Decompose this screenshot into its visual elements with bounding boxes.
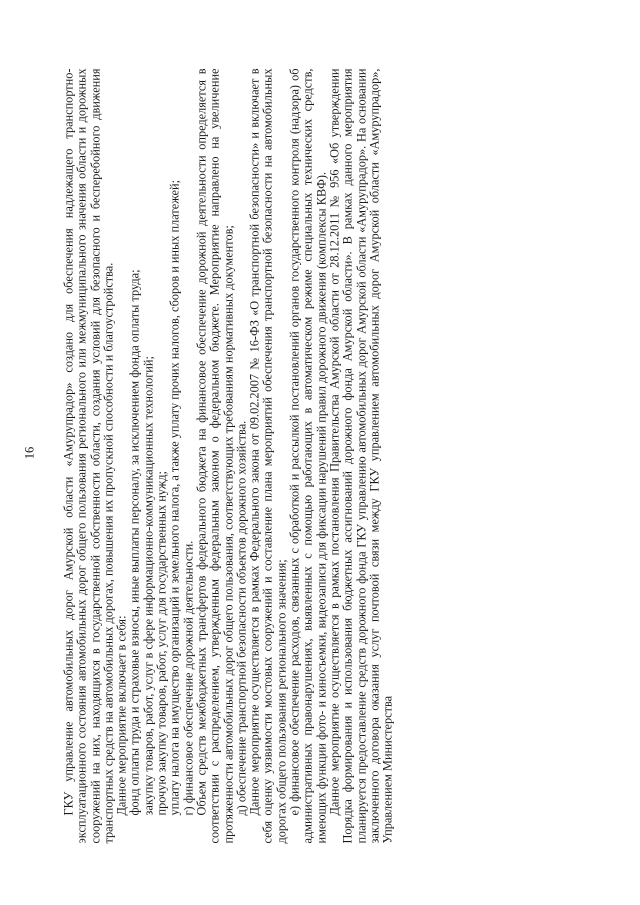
- paragraph-item-g: г) финансовое обеспечение дорожной деятельности.: [180, 540, 195, 815]
- paragraph-intro: ГКУ управление автомобильных дорог Амурской области «Амурупрадор» создано для обеспечения надлежащего транспортно-эксплуатационного состояния автомобильных дорог общего пользования регионального или межмуниципального значения области и дорожных сооружений на них, находящихся в государственной собственности области, создания условий для безопасного и бесперебойного движения транспортных средств на автомобильных дорогах, повышения их пропускной способности и благоустройства.: [61, 68, 115, 843]
- paragraph-item-d: д) обеспечение транспортной безопасности объектов дорожного хозяйства.: [233, 420, 248, 815]
- paragraph-transport-security: Данное мероприятие осуществляется в рамках Федерального закона от 09.02.2007 № 16-ФЗ «О транспортной безопасности» и включает в себя оценку уязвимости мостовых сооружений и составление плана мероприятий обеспечения транспортной безопасности на автомобильных дорогах общего пользования регионального значения;: [247, 68, 288, 843]
- paragraph-item-e: е) финансовое обеспечение расходов, связанных с обработкой и рассылкой постановлений органов государственного контроля (надзора) об административных правонарушениях, выявленных с помощью работающих в автоматическом режиме специальных технических средств, имеющих функции фото- и киносъемки, видеозаписи для фиксации нарушений правил дорожного движения (комплексы КВФ).: [287, 68, 328, 843]
- paragraph-includes: Данное мероприятие включает в себя:: [114, 615, 129, 815]
- list-item-other-purchases: прочую закупку товаров, работ, услуг для государственных нужд;: [154, 470, 169, 815]
- paragraph-federal-transfers: Объем средств межбюджетных трансфертов федерального бюджета на финансовое обеспечение дорожной деятельности определяется в соответствии с распределением, утвержденным федеральным законом о федеральном бюджете. Мероприятие направлено на увеличение протяженности автомобильных дорог общего пользования, соответствующих требованиям нормативных документов;: [193, 68, 235, 843]
- list-item-ict-purchases: закупку товаров, работ, услуг в сфере информационно-коммуникационных технологий;: [140, 355, 155, 815]
- list-item-taxes: уплату налога на имущество организаций и земельного налога, а также уплату прочих налогов, сборов и иных платежей;: [167, 179, 182, 815]
- document-body: [62, 68, 394, 843]
- list-item-payroll: фонд оплаты труда и страховые взносы, иные выплаты персоналу, за исключением фонда оплаты труда;: [127, 269, 142, 815]
- page-number: 16: [22, 446, 36, 459]
- paragraph-road-fund: Данное мероприятие осуществляется в рамках постановления Правительства Амурской области от 28.12.2011 № 956 «Об утверждении Порядка формирования и использования бюджетных ассигнований дорожного фонда Амурской области». В рамках данного мероприятия планируется предоставление средств дорожного фонда ГКУ управлению автомобильных дорог Амурской области «Амурупрадор». На основании заключенного договора оказания услуг почтовой связи между ГКУ управлением автомобильных дорог Амурской области «Амурупрадор», Управлением Министерства: [326, 68, 395, 843]
